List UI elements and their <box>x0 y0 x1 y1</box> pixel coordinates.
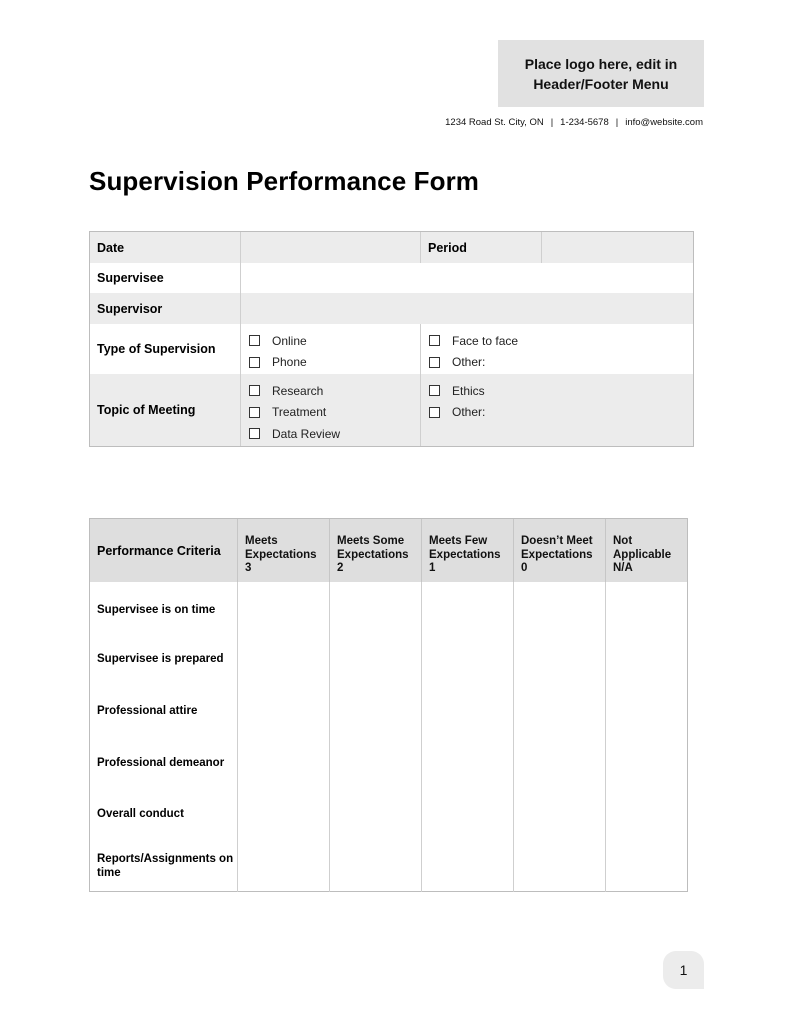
date-label: Date <box>90 232 241 263</box>
table-row <box>90 737 687 789</box>
rating-cell[interactable] <box>513 788 605 840</box>
rating-cell[interactable] <box>329 634 421 686</box>
option-label: Research <box>272 383 324 398</box>
rating-cell[interactable] <box>421 840 513 892</box>
criteria-label: Professional attire <box>97 704 198 717</box>
type-options-left <box>241 324 421 374</box>
option-data-review[interactable] <box>249 423 420 445</box>
rating-cell[interactable] <box>329 582 421 634</box>
rating-cell[interactable] <box>605 840 687 892</box>
type-options-right <box>421 324 693 374</box>
rating-cell[interactable] <box>421 737 513 789</box>
supervisor-field[interactable] <box>241 293 693 324</box>
option-ethics[interactable] <box>429 380 693 402</box>
info-row-supervisee <box>90 263 693 293</box>
option-label: Phone <box>272 355 307 370</box>
rating-cell[interactable] <box>237 582 329 634</box>
option-label: Face to face <box>452 333 519 348</box>
option-face-to-face[interactable] <box>429 330 693 352</box>
column-header-score: 0 <box>521 562 528 574</box>
contact-phone: 1-234-5678 <box>560 117 609 128</box>
period-field[interactable] <box>542 232 693 263</box>
column-header-meets-few <box>421 519 513 582</box>
column-header-score: 1 <box>429 562 436 574</box>
option-research[interactable] <box>249 380 420 402</box>
rating-cell[interactable] <box>513 685 605 737</box>
date-field[interactable] <box>241 232 421 263</box>
logo-placeholder <box>498 40 704 107</box>
rating-cell[interactable] <box>421 582 513 634</box>
criteria-label: Supervisee is prepared <box>97 653 224 666</box>
rating-cell[interactable] <box>329 737 421 789</box>
option-treatment[interactable] <box>249 402 420 424</box>
info-table <box>89 231 694 447</box>
criteria-label: Overall conduct <box>97 808 184 821</box>
period-label: Period <box>421 232 542 263</box>
type-label: Type of Supervision <box>90 324 241 374</box>
option-phone[interactable] <box>249 352 420 374</box>
option-other-type[interactable] <box>429 352 693 374</box>
checkbox[interactable] <box>249 407 260 418</box>
rating-cell[interactable] <box>513 634 605 686</box>
performance-table <box>89 518 688 892</box>
logo-line-1: Place logo here, edit in <box>524 55 678 72</box>
column-header-line: Expectations <box>521 548 593 561</box>
topic-options-right <box>421 374 693 446</box>
rating-cell[interactable] <box>237 840 329 892</box>
rating-cell[interactable] <box>605 788 687 840</box>
info-row-date <box>90 232 693 263</box>
table-row <box>90 582 687 634</box>
table-row <box>90 840 687 892</box>
table-row <box>90 634 687 686</box>
rating-cell[interactable] <box>237 737 329 789</box>
column-header-score: 3 <box>245 562 252 574</box>
column-header-line: Doesn’t Meet <box>521 535 593 547</box>
column-header-line: Expectations <box>337 548 409 561</box>
contact-address: 1234 Road St. City, ON <box>445 117 544 128</box>
checkbox[interactable] <box>249 357 260 368</box>
rating-cell[interactable] <box>329 788 421 840</box>
checkbox[interactable] <box>429 407 440 418</box>
column-header-score: N/A <box>613 562 633 574</box>
checkbox[interactable] <box>249 335 260 346</box>
criteria-header: Performance Criteria <box>97 543 221 558</box>
column-header-line: Meets Some <box>337 535 405 547</box>
rating-cell[interactable] <box>329 840 421 892</box>
rating-cell[interactable] <box>237 634 329 686</box>
rating-cell[interactable] <box>421 788 513 840</box>
rating-cell[interactable] <box>421 634 513 686</box>
rating-cell[interactable] <box>605 685 687 737</box>
option-label: Data Review <box>272 426 341 441</box>
checkbox[interactable] <box>249 428 260 439</box>
rating-cell[interactable] <box>605 737 687 789</box>
column-header-line: Not <box>613 535 633 547</box>
criteria-label: Professional demeanor <box>97 756 225 769</box>
rating-cell[interactable] <box>605 582 687 634</box>
column-header-line: Meets Few <box>429 535 488 547</box>
option-label: Treatment <box>272 405 327 420</box>
column-header-meets-some <box>329 519 421 582</box>
option-online[interactable] <box>249 330 420 352</box>
logo-line-2: Header/Footer Menu <box>533 75 669 92</box>
performance-header-row <box>90 519 687 582</box>
criteria-label: Supervisee is on time <box>97 603 216 616</box>
column-header-line: Expectations <box>429 548 501 561</box>
supervisor-label: Supervisor <box>90 293 241 324</box>
column-header-line: Expectations <box>245 548 317 561</box>
rating-cell[interactable] <box>605 634 687 686</box>
rating-cell[interactable] <box>513 737 605 789</box>
option-other-topic[interactable] <box>429 402 693 424</box>
checkbox[interactable] <box>429 335 440 346</box>
column-header-meets <box>237 519 329 582</box>
table-row <box>90 685 687 737</box>
contact-line <box>445 117 703 128</box>
info-row-topic <box>90 374 693 446</box>
supervisee-label: Supervisee <box>90 263 241 293</box>
option-label: Online <box>272 333 307 348</box>
rating-cell[interactable] <box>421 685 513 737</box>
column-header-not-applicable <box>605 519 687 582</box>
contact-separator: | <box>615 117 619 128</box>
contact-separator: | <box>550 117 554 128</box>
checkbox[interactable] <box>249 385 260 396</box>
contact-email: info@website.com <box>625 117 703 128</box>
topic-options-left <box>241 374 421 446</box>
column-header-doesnt-meet <box>513 519 605 582</box>
criteria-label: Reports/Assignments on time <box>97 852 234 879</box>
supervisee-field[interactable] <box>241 263 693 293</box>
rating-cell[interactable] <box>329 685 421 737</box>
rating-cell[interactable] <box>237 685 329 737</box>
option-label: Other: <box>452 405 486 420</box>
option-label: Ethics <box>452 383 485 398</box>
checkbox[interactable] <box>429 385 440 396</box>
column-header-score: 2 <box>337 562 344 574</box>
page-number: 1 <box>663 951 704 989</box>
table-row <box>90 788 687 840</box>
rating-cell[interactable] <box>237 788 329 840</box>
page-title: Supervision Performance Form <box>89 166 480 196</box>
rating-cell[interactable] <box>513 582 605 634</box>
info-row-supervisor <box>90 293 693 324</box>
topic-label: Topic of Meeting <box>90 374 241 446</box>
column-header-line: Applicable <box>613 548 672 561</box>
rating-cell[interactable] <box>513 840 605 892</box>
option-label: Other: <box>452 355 486 370</box>
column-header-line: Meets <box>245 535 278 547</box>
info-row-type <box>90 324 693 374</box>
checkbox[interactable] <box>429 357 440 368</box>
